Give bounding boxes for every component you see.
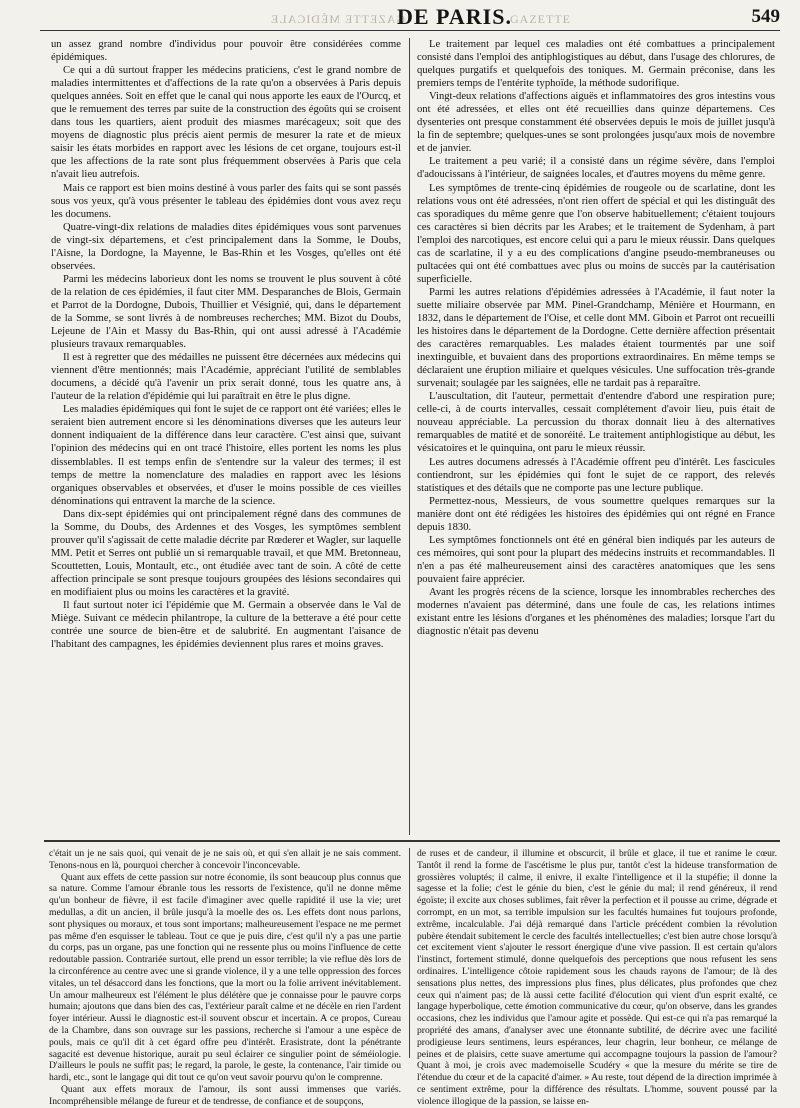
paragraph: Dans dix-sept épidémies qui ont principalement régné dans des communes de la Somme, du Doubs, des Ardennes et des Vosges, les symptômes semblent prouver qu'il s'agissait de cette maladie décrite par Rœderer et Wagler, sur laquelle MM. Petit et Serres ont publié un si remarquable travail, et que MM. Bretonneau, Scouttetten, Louis, Montault, etc., ont étudiée avec tant de soin. A côté de cette affection principale se sont presque toujours groupées des lésions secondaires qui en modifiaient plus ou moins les caractères et la gravité. (51, 508, 401, 598)
page-number: 549 (751, 6, 780, 27)
paragraph: Parmi les médecins laborieux dont les noms se trouvent le plus souvent à côté de la relation de ces épidémies, il faut citer MM. Desparanches de Blois, Germain et Parrot de la Dordogne, Dubois, Thuillier et Vésignié, qui, dans le département de la Somme, se sont livrés à de nombreuses recherches; MM. Bizot du Doubs, Lejeune de l'Ain et Massy du Bas-Rhin, qui ont aussi adressé à l'Académie plusieurs travaux remarquables. (51, 273, 401, 351)
paragraph: L'auscultation, dit l'auteur, permettait d'entendre d'abord une respiration pure; celle-ci, à de courts intervalles, cessait complétement d'avoir lieu, puis était de nouveau appréciable. La percussion du thorax donnait lieu à des alternatives remarquables de matité et de sonoréité. Le traitement antiphlogistique au début, les vésicatoires et le quinquina, ont paru le mieux réussir. (417, 391, 775, 455)
paragraph: Les symptômes de trente-cinq épidémies de rougeole ou de scarlatine, dont les relations vous ont été adressées, n'ont rien offert de spécial et qui les distinguât des cas sporadiques du même genre que l'on observe habituellement; c'étaient toujours ces caractères si bien décrits par les Arabes; et le traitement de Sydenham, à part l'emploi des narcotiques, est encore celui qui a paru le mieux réussir. Dans quelques cas de scarlatine, il y a eu des complications d'angine pseudo-membraneuses ou pultacées qui ont été combattues avec plus ou moins de succès par la cautérisation superficielle. (417, 182, 775, 285)
paragraph: Quant aux effets moraux de l'amour, ils sont aussi immenses que variés. Incompréhensible mélange de fureur et de tendresse, de confiance et de soupçons, (49, 1083, 401, 1107)
paragraph: Quant aux effets de cette passion sur notre économie, ils sont beaucoup plus connus que sa nature. Comme l'amour ébranle tous les ressorts de l'existence, qu'il ne donne même qu'un bonheur de fièvre, il est facile d'imaginer avec quelle rapidité il use la vie; uret medullas, a dit un ancien, il brûle jusqu'à la moelle des os. Les effets dont nous parlons, sont physiques ou moraux, et tous sont importans; malheureusement l'espace ne me permet pas même d'en esquisser le tableau. Tout ce que je puis dire, c'est qu'il n'y a pas une partie du corps, pas un organe, pas une fonction qui ne ressente plus ou moins l'influence de cette redoutable passion. Contrariée surtout, elle prend un essor terrible; la vie reflue dès lors de la circonférence au centre avec une si grande violence, il y a une telle oppression des forces vitales, un tel désaccord dans les fonctions, que la mort ou la folie arrivent inévitablement. Un amour malheureux est l'élément le plus délétère que je connaisse pour le pauvre corps humain; ajoutons que dans bien des cas, l'extérieur paraît calme et ne décèle en rien l'ardent foyer intérieur. Aussi le diagnostic est-il souvent obscur et incertain. A ce propos, Cureau de la Chambre, dans son ouvrage sur les passions, recherche si l'amour a une espèce de pouls, mais ce qu'il dit à cet égard offre peu d'intérêt. Erasistrate, dont la pénétrante sagacité est devenue historique, aurait pu seul éclairer ce singulier point de séméiologie. D'ailleurs le pouls ne suffit pas; le regard, la parole, le geste, la contenance, l'air timide ou hardi, etc., sont le langage qui dit tout ce qu'on veut savoir pourvu qu'on le comprenne. (49, 871, 401, 1084)
feuilleton-column-right (417, 848, 777, 1107)
paragraph: Ce qui a dû surtout frapper les médecins praticiens, c'est le grand nombre de maladies intermittentes et d'affections de la rate qu'on a observées à Paris depuis quelques années. Soit en effet que le canal qui nous apporte les eaux de l'Ourcq, et que le remuement des terres par suite de la construction des égoûts qui se croisent dans tous les quartiers, aient produit des miasmes marécageux; soit que des moyens de diagnostic plus précis aient permis de mesurer la rate et de mieux saisir les états morbides en rapport avec les lésions de cet organe, toujours est-il que les affections de la rate sont plus fréquemment observées à Paris que cela n'avait lieu autrefois. (51, 65, 401, 181)
paragraph: Le traitement par lequel ces maladies ont été combattues a principalement consisté dans l'emploi des antiphlogistiques au début, dans l'usage des chlorures, de quelques purgatifs et quelquefois des toniques. M. Germain préconise, dans les premiers temps de l'entérite typhoïde, la méthode sudorifique. (417, 39, 775, 90)
page-header (40, 4, 780, 31)
paragraph: Permettez-nous, Messieurs, de vous soumettre quelques remarques sur la manière dont ont été rédigées les histoires des épidémies qui ont régné en France depuis 1830. (417, 495, 775, 533)
paragraph: Avant les progrès récens de la science, lorsque les innombrables recherches des modernes n'avaient pas déterminé, dans une foule de cas, les relations intimes existant entre les lésions d'organes et les phénomènes des maladies; lorsque l'art du diagnostic n'était pas devenu (417, 586, 775, 638)
bleed-through-text: GAZETTE MÉDICALE (270, 12, 405, 26)
paragraph: de ruses et de candeur, il illumine et obscurcit, il brûle et glace, il tue et ranime le cœur. Tantôt il rend la forme de l'ascétisme le plus pur, tantôt c'est la hideuse transformation de grossières voluptés; il calme, il enivre, il exalte l'intelligence et il la stupéfie; il donne la sagesse et la folie; c'est le génie du bien, c'est le génie du mal; il rend généreux, il rend égoïste; il excite aux choses sublimes, fait rêver la perfection et il pousse au crime, dégrade et corrompt, en un mot, sa terrible impulsion sur les facultés humaines fut toujours profonde, extrême, incalculable. J'ai déjà remarqué dans l'article précédent combien la révolution pubère étendait subitement le cercle des facultés intellectuelles; c'est bien autre chose lorsqu'à cet excitement vient s'ajouter le ressort énergique d'une vive passion. Il est certain qu'alors l'instinct, fortement stimulé, donne quelquefois des perceptions que nous refusent les sens ordinaires. L'intelligence côtoie rapidement sous les chauds rayons de l'amour; de là des sensations plus nettes, des impressions plus fines, plus délicates, plus profondes que chez ceux qui n'aiment pas; de là aussi cette facilité d'élocution qui vient d'un esprit exalté, ce langage hyperbolique, cette émotion communicative du cœur, qu'on observe, dans les grandes occasions, chez les individus que l'amour agite et possède. Qui est-ce qui n'a pas remarqué la propriété des amans, d'analyser avec une étonnante subtilité, de décrire avec une facilité prodigieuse leurs sentimens, leurs espérances, leur chagrin, leur bonheur, ce mélange de peines et de plaisirs, cette suave amertume qui accompagne toujours la passion de l'amour? Quant à moi, je crois avec mademoiselle Scudéry « que la mesure du mérite se tire de l'étendue du cœur et de la capacité d'aimer. » Au reste, tout dépend de la direction imprimée à ce sentiment extrême, pour la différence des résultats. L'homme, souvent poussé par la violence illogique de la passion, se laisse en- (417, 848, 777, 1107)
main-column-right (417, 38, 775, 833)
paragraph: Quatre-vingt-dix relations de maladies dites épidémiques vous sont parvenues de vingt-six départemens, et c'est principalement dans la Somme, le Doubs, l'Aisne, la Dordogne, la Mayenne, le Bas-Rhin et les Vosges, qu'elles ont été observées. (51, 221, 401, 272)
paragraph: Les symptômes fonctionnels ont été en général bien indiqués par les auteurs de ces mémoires, qui sont pour la plupart des médecins instruits et recommandables. Il n'en a pas été malheureusement ainsi des caractères anatomiques que les sens pouvaient faire apprécier. (417, 534, 775, 585)
paragraph: Vingt-deux relations d'affections aiguës et inflammatoires des gros intestins vous ont été adressées, et elles ont été recueillies dans quinze départemens. Ces dysenteries ont presque constamment été observées depuis le mois de juillet jusqu'à la fin de septembre; quelques-unes se sont prolongées jusqu'aux mois de novembre et de janvier. (417, 91, 775, 155)
page-title: DE PARIS. (397, 4, 512, 29)
bleed-through-text-right: GAZETTE (510, 12, 571, 26)
paragraph: un assez grand nombre d'individus pour pouvoir être considérées comme épidémiques. (51, 39, 401, 64)
paragraph: Il est à regretter que des médailles ne puissent être décernées aux médecins qui viennent d'être mentionnés; mais l'Académie, appréciant l'utilité de semblables documens, a décidé qu'à l'avenir un prix serait donné, tous les quatre ans, à l'auteur de la relation d'épidémie qui lui paraîtrait en être le plus digne. (51, 352, 401, 403)
paragraph: Le traitement a peu varié; il a consisté dans un régime sévère, dans l'emploi d'adoucissans à l'intérieur, de saignées locales, et d'autres moyens du même genre. (417, 156, 775, 181)
paragraph: Mais ce rapport est bien moins destiné à vous parler des faits qui se sont passés sous vos yeux, qu'à vous présenter le tableau des épidémies dont vous avez reçu les documens. (51, 182, 401, 220)
paragraph: Les autres documens adressés à l'Académie offrent peu d'intérêt. Les fascicules contiendront, sur les épidémies qui font le sujet de ce rapport, des relevés statistiques et des détails que ne comporte pas une lecture publique. (417, 456, 775, 494)
feuilleton-divider (44, 840, 780, 842)
paragraph: c'était un je ne sais quoi, qui venait de je ne sais où, et qui s'en allait je ne sais comment. Tenons-nous en là, pourquoi chercher à concevoir l'inconcevable. (49, 848, 401, 871)
paragraph: Les maladies épidémiques qui font le sujet de ce rapport ont été variées; elles le seraient bien autrement encore si les dénominations diverses que les auteurs leur donnent indiquaient de la différence dans leur caractère. C'est ainsi que, suivant l'opinion des médecins qui en ont tracé l'histoire, elles portent les noms les plus dissemblables. Il est temps enfin de s'entendre sur la valeur des termes; il est temps de mettre la nomenclature des maladies en rapport avec les lésions organiques observables et observées, et d'user le moins possible de ces vieilles dénominations qui entravent la marche de la science. (51, 404, 401, 507)
feuilleton-column-left (49, 848, 401, 1107)
paragraph: Il faut surtout noter ici l'épidémie que M. Germain a observée dans le Val de Miège. Suivant ce médecin philantrope, la culture de la betterave a été pour cette contrée une source de bien-être et de salubrité. En augmentant l'aisance de l'habitant des campagnes, les épidémies deviennent plus rares et moins graves. (51, 600, 401, 651)
column-divider (409, 38, 410, 835)
paragraph: Parmi les autres relations d'épidémies adressées à l'Académie, il faut noter la suette miliaire observée par MM. Pinel-Grandchamp, Ménière et Hourmann, en 1832, dans le département de l'Oise, et celle dont MM. Giboin et Parrot ont recueilli les histoires dans le département de la Dordogne. Cette dernière affection présentait des caractères remarquables. Les malades étaient tourmentés par une soif inextinguible, et buvaient dans des proportions extraordinaires. En même temps se déclaraient une éruption miliaire et quelques vésicules. Une suffocation très-grande survenait; soulagée par les saignées, elle ne tardait pas à reparaître. (417, 286, 775, 390)
feuilleton-column-divider (409, 848, 410, 1058)
main-column-left (51, 38, 401, 833)
